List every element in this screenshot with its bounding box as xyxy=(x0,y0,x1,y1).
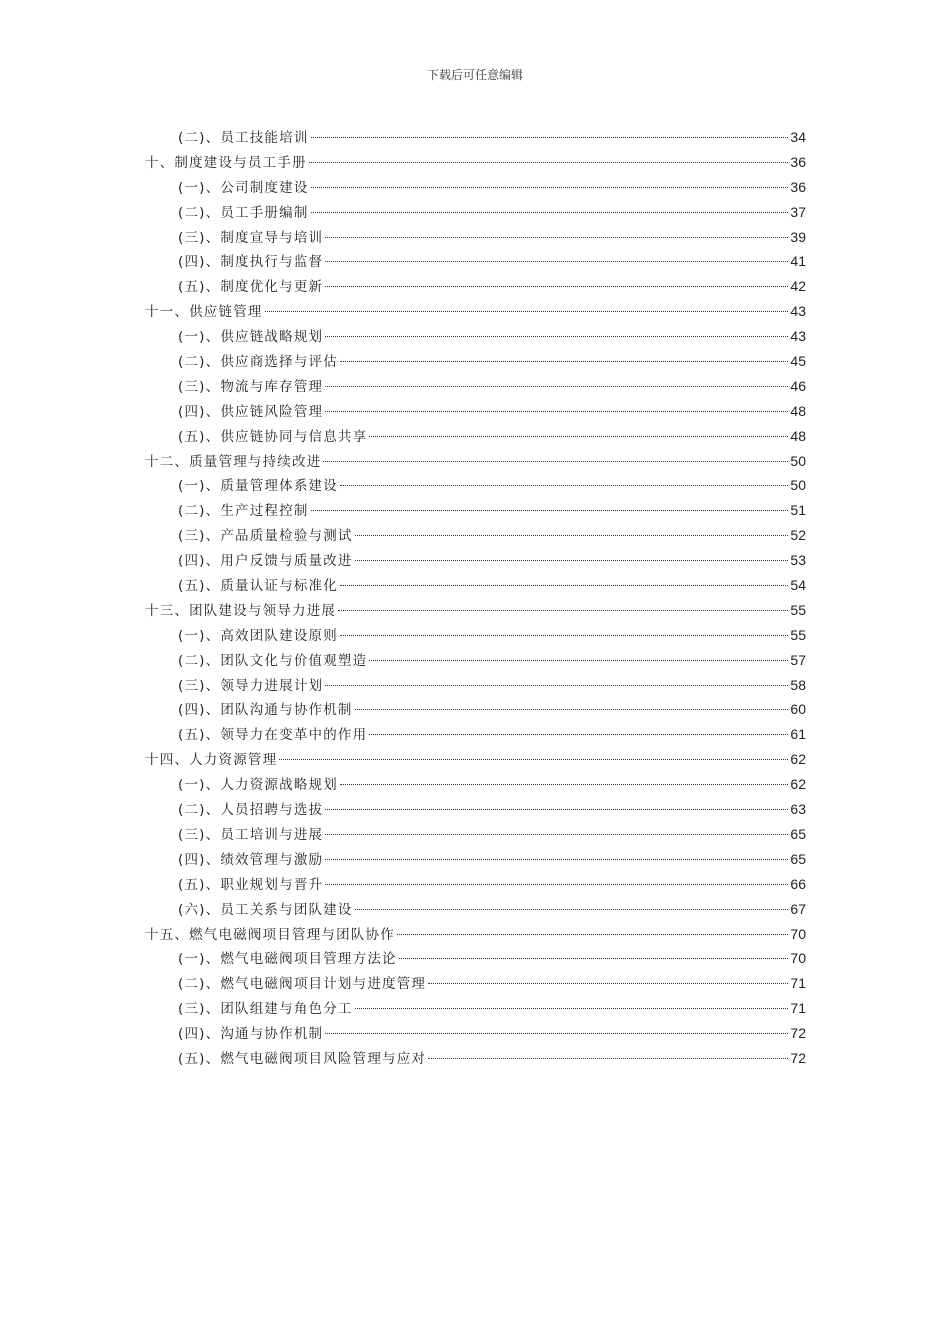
toc-page-number: 61 xyxy=(790,726,806,743)
toc-entry-title: (三)、团队组建与角色分工 xyxy=(178,1001,353,1018)
toc-dot-leader xyxy=(325,1033,788,1034)
toc-page-number: 41 xyxy=(790,253,806,270)
toc-entry-title: (一)、高效团队建设原则 xyxy=(178,627,338,644)
toc-page-number: 39 xyxy=(790,228,806,245)
toc-section-entry[interactable] xyxy=(145,349,806,374)
toc-entry-title: (四)、制度执行与监督 xyxy=(178,254,324,271)
toc-entry-title: (四)、供应链风险管理 xyxy=(178,403,324,420)
toc-entry-title: (六)、员工关系与团队建设 xyxy=(178,901,353,918)
toc-page-number: 52 xyxy=(790,527,806,544)
toc-entry-title: (二)、员工手册编制 xyxy=(178,204,309,221)
toc-section-entry[interactable] xyxy=(145,374,806,399)
toc-dot-leader xyxy=(355,560,789,561)
toc-dot-leader xyxy=(355,535,789,536)
toc-dot-leader xyxy=(311,187,789,188)
toc-page-number: 36 xyxy=(790,178,806,195)
toc-dot-leader xyxy=(325,286,788,287)
toc-dot-leader xyxy=(369,734,788,735)
toc-entry-title: (三)、领导力进展计划 xyxy=(178,677,324,694)
toc-page-number: 72 xyxy=(790,1049,806,1066)
toc-section-entry[interactable] xyxy=(145,697,806,722)
toc-entry-title: (二)、人员招聘与选拔 xyxy=(178,802,324,819)
toc-section-entry[interactable] xyxy=(145,548,806,573)
toc-page-number: 50 xyxy=(790,477,806,494)
toc-dot-leader xyxy=(338,610,788,611)
toc-section-entry[interactable] xyxy=(145,847,806,872)
toc-entry-title: 十、制度建设与员工手册 xyxy=(145,154,307,171)
toc-entry-title: (三)、物流与库存管理 xyxy=(178,378,324,395)
toc-section-entry[interactable] xyxy=(145,996,806,1021)
toc-entry-title: (二)、供应商选择与评估 xyxy=(178,354,338,371)
toc-page-number: 70 xyxy=(790,925,806,942)
toc-page-number: 62 xyxy=(790,751,806,768)
toc-section-entry[interactable] xyxy=(145,324,806,349)
toc-entry-title: 十四、人力资源管理 xyxy=(145,752,278,769)
toc-page-number: 51 xyxy=(790,502,806,519)
toc-chapter-entry[interactable] xyxy=(145,299,806,324)
toc-entry-title: (五)、质量认证与标准化 xyxy=(178,578,338,595)
toc-entry-title: (二)、燃气电磁阀项目计划与进度管理 xyxy=(178,976,427,993)
table-of-contents xyxy=(145,125,806,1071)
toc-page-number: 67 xyxy=(790,900,806,917)
toc-entry-title: (五)、职业规划与晋升 xyxy=(178,876,324,893)
toc-dot-leader xyxy=(325,336,788,337)
toc-dot-leader xyxy=(325,411,788,412)
toc-page-number: 48 xyxy=(790,427,806,444)
toc-dot-leader xyxy=(325,261,788,262)
toc-entry-title: (五)、制度优化与更新 xyxy=(178,279,324,296)
toc-chapter-entry[interactable] xyxy=(145,449,806,474)
toc-section-entry[interactable] xyxy=(145,249,806,274)
toc-section-entry[interactable] xyxy=(145,175,806,200)
toc-chapter-entry[interactable] xyxy=(145,598,806,623)
toc-page-number: 72 xyxy=(790,1025,806,1042)
toc-section-entry[interactable] xyxy=(145,722,806,747)
toc-page-number: 55 xyxy=(790,601,806,618)
toc-section-entry[interactable] xyxy=(145,125,806,150)
toc-section-entry[interactable] xyxy=(145,648,806,673)
toc-page-number: 71 xyxy=(790,1000,806,1017)
toc-entry-title: (四)、绩效管理与激励 xyxy=(178,851,324,868)
toc-page-number: 37 xyxy=(790,203,806,220)
toc-page-number: 58 xyxy=(790,676,806,693)
toc-dot-leader xyxy=(340,585,788,586)
toc-chapter-entry[interactable] xyxy=(145,922,806,947)
toc-entry-title: (二)、员工技能培训 xyxy=(178,130,309,146)
toc-entry-title: (五)、燃气电磁阀项目风险管理与应对 xyxy=(178,1050,427,1067)
toc-page-number: 34 xyxy=(790,129,806,145)
toc-entry-title: (三)、员工培训与进展 xyxy=(178,826,324,843)
toc-dot-leader xyxy=(311,510,789,511)
toc-dot-leader xyxy=(428,1058,788,1059)
toc-section-entry[interactable] xyxy=(145,498,806,523)
toc-section-entry[interactable] xyxy=(145,971,806,996)
toc-dot-leader xyxy=(311,212,789,213)
toc-entry-title: (一)、质量管理体系建设 xyxy=(178,478,338,495)
toc-section-entry[interactable] xyxy=(145,872,806,897)
toc-page-number: 42 xyxy=(790,278,806,295)
toc-entry-title: (一)、公司制度建设 xyxy=(178,179,309,196)
toc-page-number: 57 xyxy=(790,651,806,668)
toc-section-entry[interactable] xyxy=(145,573,806,598)
toc-section-entry[interactable] xyxy=(145,473,806,498)
toc-page-number: 45 xyxy=(790,353,806,370)
toc-section-entry[interactable] xyxy=(145,822,806,847)
toc-dot-leader xyxy=(325,884,788,885)
toc-entry-title: (四)、用户反馈与质量改进 xyxy=(178,553,353,570)
toc-entry-title: (四)、沟通与协作机制 xyxy=(178,1026,324,1043)
toc-page-number: 63 xyxy=(790,801,806,818)
toc-section-entry[interactable] xyxy=(145,523,806,548)
toc-dot-leader xyxy=(325,685,788,686)
toc-page-number: 65 xyxy=(790,825,806,842)
toc-dot-leader xyxy=(325,809,788,810)
toc-dot-leader xyxy=(340,635,788,636)
toc-page-number: 36 xyxy=(790,153,806,170)
toc-section-entry[interactable] xyxy=(145,772,806,797)
toc-entry-title: (三)、制度宣导与培训 xyxy=(178,229,324,246)
toc-dot-leader xyxy=(369,436,788,437)
toc-entry-title: 十三、团队建设与领导力进展 xyxy=(145,602,337,619)
toc-entry-title: 十一、供应链管理 xyxy=(145,304,263,321)
toc-page-number: 60 xyxy=(790,701,806,718)
toc-dot-leader xyxy=(325,859,788,860)
toc-dot-leader xyxy=(399,958,789,959)
toc-dot-leader xyxy=(355,709,789,710)
toc-chapter-entry[interactable] xyxy=(145,150,806,175)
page-header: 下载后可任意编辑 xyxy=(426,68,523,82)
toc-dot-leader xyxy=(397,934,789,935)
toc-page-number: 46 xyxy=(790,377,806,394)
toc-section-entry[interactable] xyxy=(145,200,806,225)
toc-dot-leader xyxy=(311,137,789,138)
toc-dot-leader xyxy=(340,784,788,785)
toc-dot-leader xyxy=(309,162,789,163)
toc-page-number: 65 xyxy=(790,850,806,867)
toc-page-number: 54 xyxy=(790,577,806,594)
toc-page-number: 48 xyxy=(790,402,806,419)
toc-section-entry[interactable] xyxy=(145,897,806,922)
toc-entry-title: (三)、产品质量检验与测试 xyxy=(178,528,353,545)
toc-entry-title: (五)、供应链协同与信息共享 xyxy=(178,428,368,445)
toc-chapter-entry[interactable] xyxy=(145,747,806,772)
toc-entry-title: (四)、团队沟通与协作机制 xyxy=(178,702,353,719)
toc-page-number: 43 xyxy=(790,303,806,320)
toc-dot-leader xyxy=(325,237,788,238)
toc-page-number: 50 xyxy=(790,452,806,469)
toc-page-number: 43 xyxy=(790,328,806,345)
toc-dot-leader xyxy=(340,361,788,362)
toc-entry-title: 十二、质量管理与持续改进 xyxy=(145,453,322,470)
toc-dot-leader xyxy=(323,461,788,462)
toc-dot-leader xyxy=(369,660,788,661)
toc-entry-title: (一)、供应链战略规划 xyxy=(178,329,324,346)
toc-entry-title: (二)、团队文化与价值观塑造 xyxy=(178,652,368,669)
toc-dot-leader xyxy=(355,909,789,910)
toc-entry-title: (一)、人力资源战略规划 xyxy=(178,777,338,794)
toc-section-entry[interactable] xyxy=(145,1046,806,1071)
toc-entry-title: (一)、燃气电磁阀项目管理方法论 xyxy=(178,951,397,968)
toc-section-entry[interactable] xyxy=(145,225,806,250)
toc-section-entry[interactable] xyxy=(145,1021,806,1046)
toc-section-entry[interactable] xyxy=(145,623,806,648)
toc-dot-leader xyxy=(340,485,788,486)
toc-page-number: 55 xyxy=(790,626,806,643)
toc-entry-title: (二)、生产过程控制 xyxy=(178,503,309,520)
toc-dot-leader xyxy=(279,759,788,760)
toc-page-number: 71 xyxy=(790,975,806,992)
toc-section-entry[interactable] xyxy=(145,424,806,449)
toc-page-number: 62 xyxy=(790,776,806,793)
toc-entry-title: (五)、领导力在变革中的作用 xyxy=(178,727,368,744)
toc-dot-leader xyxy=(325,386,788,387)
toc-entry-title: 十五、燃气电磁阀项目管理与团队协作 xyxy=(145,926,395,943)
toc-page-number: 66 xyxy=(790,875,806,892)
toc-dot-leader xyxy=(265,311,789,312)
toc-dot-leader xyxy=(325,834,788,835)
toc-section-entry[interactable] xyxy=(145,399,806,424)
toc-section-entry[interactable] xyxy=(145,797,806,822)
toc-dot-leader xyxy=(355,1008,789,1009)
toc-section-entry[interactable] xyxy=(145,274,806,299)
toc-section-entry[interactable] xyxy=(145,673,806,698)
toc-dot-leader xyxy=(428,983,788,984)
toc-section-entry[interactable] xyxy=(145,946,806,971)
toc-page-number: 70 xyxy=(790,950,806,967)
toc-page-number: 53 xyxy=(790,552,806,569)
